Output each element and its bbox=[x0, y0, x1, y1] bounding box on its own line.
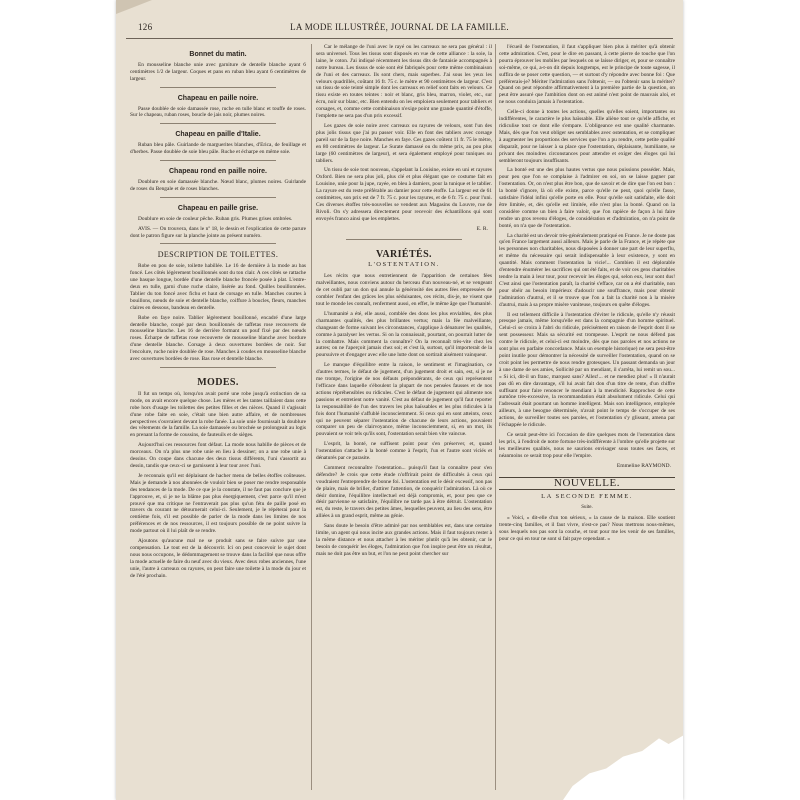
paragraph: Il est tellement difficile à l'ostentation d'éviter le ridicule, qu'elle n'y réussit presque jamais, même lorsqu'elle est dans la compagnie d'un homme spirituel. Celui-ci se croira à l'abri du ridicule, précisément en raison de l'esprit dont il se sent possesseur. Mais sa sécurité est trompeuse. L'esprit ne nous défend pas contre le ridicule, et celui-ci est moindre, dès que nos paroles et nos actions ne sont plus en parfaite concordance. Mais un exemple historique) ne sera peut-être point inutile pour démontrer la nécessité de surveiller l'ostentation, quand on se croit point les permettre de nous rendre grotesques. Un passant demanda un jour à une dame de ses amies, Sollicité par un mendiant, il s'arrêta, lui remit un sou... « Si ici, dit-il un franc, marquez sans? Allez!... et ne mendiez plus! » Il n'aurait pas dû en dire davantage, s'il lui avait fait don d'un titre de rente, d'un chiffre suffisant pour faire renoncer le mendiant à la mendicité. Rapprochez de cette aumône très-excessive, la recommandation était absolument ridicule. Celui qui l'adressait était pourtant un homme intelligent. Mais son intelligence, employée ailleurs, à une besogne déterminée, n'avait point le temps de s'occuper de ses actions, de surveiller toutes ses paroles, et l'ostentation s'y glissant, amena par l'échappée le ridicule. bbox=[499, 311, 675, 429]
column-2 bbox=[316, 44, 492, 800]
divider bbox=[160, 367, 276, 368]
paragraph: « Voici, » dit-elle d'un ton sérieux, « la cause de la maison. Elle soutient trente-cinq familles, et il faut vivre, n'est-ce pas? Nous mettrons nous-mêmes, sous lesquels nos pas sont la couche, et tout pour me les venir de ses familles, pour ce qui en tour ne sont si fait paye cependant. » bbox=[499, 515, 675, 542]
fashion-item bbox=[130, 96, 306, 120]
fashion-item bbox=[130, 169, 306, 193]
paragraph: Sans doute le besoin d'être admiré par nos semblables est, dans une certaine limite, un agent qui nous incite aux grandes actions. Mais il faut toujours rester à la même distance et nous attacher à les mériter plutôt qu'à les obtenir, car le besoin de conquérir les éloges, l'admiration que l'on inspire peut être un résultat, mais ne doit pas être un but, et l'on ne peut point chercher sur bbox=[316, 523, 492, 557]
paragraph: Comment reconnaître l'ostentation... puisqu'il faut la connaître pour s'en défendre? Je crois que cette étude n'offrirait point de difficultés à ceux qui voudraient l'entreprendre de bonne foi. L'ostentation est le désir excessif, non pas de plaire, mais de briller, d'attirer l'attention, de conquérir l'admiration. Là où ce désir domine, l'équilibre intellectuel est déjà compromis, et, pour peu que ce désir parvienne se satisfaire, l'équilibre ne tarde pas à être détruit. L'ostentation est, du reste, le travers des petites âmes, lesquelles peuvent, au lieu des sens, être alliées à un grand esprit, même au génie. bbox=[316, 464, 492, 520]
paragraph: Un tissu de soie tout nouveau, s'appelant la Louisine, existe en uni et rayures Oxford. Bien ne sera plus joli, plus clé et plus élégant que ce costume fait en Louisine, unie pour la jupe, rayée, en bleu à damiers, pour la tunique et le tablier. La rayure est du reste préférable au damier pour cette étoffe. La largeur est de 61 centimètres, son prix est de 7 fr. 75 c. pour les rayures, et de 6 fr. 75 c. pour l'uni. Ces diverses étoffes très-nouvelles se vendent aux Magasins du Louvre, rue de Rivoli. On s'y adressera directement pour recevoir des échantillons qui sont envoyés franco ainsi que les emplettes. bbox=[316, 167, 492, 222]
divider bbox=[160, 123, 276, 124]
divider bbox=[160, 87, 276, 88]
header-rule bbox=[126, 38, 673, 39]
journal-title: LA MODE ILLUSTRÉE, JOURNAL DE LA FAMILLE. bbox=[290, 22, 509, 32]
paragraph: Car le mélange de l'uni avec le rayé ou les carreaux ne sera pas général : il sera universel. Tous les tissus sont disposés en vue de cette alliance : la soie, la laine, le coton. J'ai indiqué récemment les tissus dits de fantaisie accompagnés à notre bureau. Les tissus de soie sont été fabriqués pour cette même combinaison de l'uni et des carreaux. Ils sont chers, mais superbes. J'ai sous les yeux les velours quadrillés, coûtant 16 fr. 75 c. le mètre et 90 centimètres de largeur. C'est un tissu de soie teinté simple dont les carreaux en relief sont faits en velours. Ce tissu existe en toutes teintes : noir et blanc, gris bleu, marron, violet, etc., sur écru, noir sur blanc, etc. Bien entendu on les emploiera seulement pour tabliers et corsages, et, comme cette combinaison n'exige point une grande quantité d'étoffe, l'emplette ne sera pas d'un prix excessif. bbox=[316, 44, 492, 120]
fashion-item bbox=[130, 132, 306, 156]
paragraph: La charité est un devoir très-généralement pratiqué en France. Je ne doute pas qu'en France largement aussi ailleurs. Mais je parle de la France, et je répète que les personnes non charitables, nous disposées à donner une part de leur superflu, et même du nécessaire qui serait indispensable à leur existence, y sont en quantité. Mais comment l'ostentation la vicie!... Combien il est déplorable d'entendre énumérer les sacrifices qui ont été faits, et de voir ces gens charitables tendre la main à leur tour, pour recevoir les éloges qui, selon eux, leur sont dus! C'est ainsi que l'ostentation paraît, la charité s'efface, car on a été charitable, non pour obéir au besoin impérieux d'adoucir une souffrance, mais pour obtenir l'admiration d'autrui, et il se trouve que l'on a fait la charité non à la misère d'autrui, mais à sa propre misère vaniteuse, toujours en quête d'éloges. bbox=[499, 232, 675, 308]
page-header bbox=[126, 22, 673, 36]
section-title-toilettes: DESCRIPTION DE TOILETTES. bbox=[157, 250, 279, 260]
section-title-varietes: VARIÉTÉS. bbox=[376, 248, 432, 260]
paragraph: Ajoutons qu'aucune mal ne se produit sans se faire suivre par une compensation. Le tout est de la découvrir. Ici on peut concevoir le sujet dont nous nous occupons, le dédommagement se trouve dans la facilité que nous offre la mode actuelle de faire du neuf avec du vieux. Avec deux robes anciennes, l'une unie, l'autre à carreaux ou rayures, on peut faire une toilette à la mode du jour et de l'été prochain. bbox=[130, 538, 306, 579]
paragraph: Je reconnais qu'il est déplaisant de hacher menu de belles étoffes coûteuses. Mais je demande à nos abonnées de vouloir bien se poser me rendre responsable des tendances de la mode. De ce que je la constate, il ne faut pas conclure que je l'approuve, et, si je ne la blâme pas plus énergiquement, c'est parce qu'il m'est prouvé que ma critique ne l'entraverait pas plus qu'un fétu de paille posé en travers du courant ne détournerait celui-ci. Seulement, je le répéterai pour la centième fois, s'il est possible de parler de la mode dans les limites de nos préférences et de nos ressources, il est toujours possible de ne point suivre la mode partout où il lui plaît de se rendre. bbox=[130, 472, 306, 535]
item-text: Ruban bleu pâle. Guirlande de marguerites blanches, d'Erica, de feuillage et d'herbes. Passe doublée de soie bleu pâle. Ruche et écharpe en même soie. bbox=[130, 142, 306, 156]
divider bbox=[346, 239, 462, 240]
item-title: Chapeau en paille noire. bbox=[177, 94, 259, 102]
signature: Emmeline RAYMOND. bbox=[616, 462, 671, 469]
column-divider bbox=[311, 44, 312, 790]
paragraph: Le manque d'équilibre entre la raison, le sentiment et l'imagination, ce d'autres termes, le défaut de jugement, d'un jugement droit et sain, est, si je ne me trompe, l'origine de nos défauts prépondérants, de ceux qui représentent l'efficace dans laquelle s'éboulent la plupart de nos pensées fausses et de nos actions répréhensibles ou ridicules. C'est le défaut de jugement qui alimente nos passions et entretient notre vanité. C'est au défaut de jugement qu'il faut reporter la responsabilité de l'un des travers les plus haïssables et les plus ridicules à la fois dont l'humanité s'affublé inconsciemment. Si ceux qui en sont atteints, ceux qui ne peuvent séparer l'ostentation de chacune de leurs actions, pouvaient comparer un peu de clairvoyance, même inconsciemment, si, en un mot, ils pouvaient se voir tels qu'ils sont, l'ostentation serait bien vite vaincue. bbox=[316, 362, 492, 438]
fashion-item bbox=[130, 206, 306, 223]
paragraph: Il fut un temps où, lorsqu'on avait porté une robe jusqu'à extinction de sa mode, on avait encore quelque chose. Les mères et les tantes taillaient dans cette robe hors d'usage les toilettes des petites filles et des nièces. Quand il s'agissait d'une robe faite en soie, c'était une bien autre affaire, et de nombreuses perspectives s'ouvraient devant la robe fanée. La soie unie fournissait la doublure des vêtements de la famille. La soie damassée ou brochée se prolongeait au logis en prenant la forme de coussins, de fauteuils et de sièges. bbox=[130, 390, 306, 439]
paragraph: Robe en pou de soie, toilette habillée. Le 16 de dernière à la mode au bas foncé. Les côtés légèrement bouillonnés sont du ton clair. A ces côtés se rattache une basque longue, bordée d'une dentelle blanche froncée posée à plat. L'entre-deux en tulle, garni d'une ruche claire, lisérée au fond. Quilles bouillonnées. Tablier du ton foncé avec fichu et haut de corsage en tulle. Manches courtes à bouillons, nœuds de soie et dentelle blanche, coiffure à boucles, fleurs, manches claires en dessous, bandeau en dentelle. bbox=[130, 263, 306, 311]
item-text: Passe doublée de soie damassée rose, ruche en tulle blanc et touffe de roses. Sur le chapeau, ruban roses, boucle de jais noir, plumes noires. bbox=[130, 105, 306, 119]
paragraph: Robe en faye noire. Tablier légèrement bouillonné, encadré d'une large dentelle blanche, coupé par deux bouillonnés de taffetas rose recouverts de mousseline blanche. Les 16 de derrière formant un pouf fixé par des nœuds roses. Écharpe de taffetas rose recouverte de mousseline blanche avec bordure d'une dentelle blanche. Corsage à deux ouvertures bordées de noir. Sur l'encolure, ruche noire doublée de rose. Manches à coudes en mousseline blanche avec ouvertures bordées de rose. Bas rose et dentelle blanche. bbox=[130, 314, 306, 363]
page-number: 126 bbox=[138, 22, 153, 32]
column-divider bbox=[495, 44, 496, 790]
divider bbox=[160, 160, 276, 161]
column-1 bbox=[130, 44, 306, 800]
suite-label: Suite. bbox=[581, 505, 593, 511]
section-title-modes: MODES. bbox=[197, 377, 239, 388]
paragraph: L'esprit, la bonté, ne suffisent point pour s'en préserver, et, quand l'ostentation s'attache à la bonté comme à l'esprit, l'un et l'autre sont viciés et dénaturés par ce parasite. bbox=[316, 441, 492, 462]
section-subtitle: LA SECONDE FEMME. bbox=[541, 493, 633, 501]
item-text: En mousseline blanche unie avec garniture de dentelle blanche ayant 6 centimètres 1/2 de largeur. Coques et pans en ruban bleu ayant 6 centimètres de largeur. bbox=[130, 61, 306, 82]
folded-corner bbox=[116, 0, 152, 14]
item-title: Chapeau en paille grise. bbox=[177, 204, 259, 212]
item-text: Doublure en soie damassée blanche. Nœud blanc, plumes noires. Guirlande de roses du Bengale et de roses blanches. bbox=[130, 178, 306, 192]
avis-notice: AVIS. — On trouvera, dans le nº 18, le dessin et l'explication de cette parure dont le patron figure sur la planche jointe au présent numéro. bbox=[130, 225, 306, 239]
paragraph: Les récits que nous entretiennent de l'apparition de certaines fées malveillantes, nous conviens autour du berceau d'un nouveau-né, et se vengeant de cet oubli par un don qui annule la générosité des autres fées empressées de combler l'enfant des grâces les plus séduisantes, ces récits, dis-je, ne visent que tout le monde les connaît, renferment aussi, en effet, le même âge que l'humanité. bbox=[316, 273, 492, 307]
paragraph: Celle-ci donne à toutes les actions, quelles qu'elles soient, importantes ou indifférentes, le caractère le plus haïssable. Elle aliène tout ce qu'elle affiche, et ridiculise tout ce dont elle s'empare. L'obligeance est une qualité charmante. Mais, dès que l'on veut obliger ses semblables avec ostentation, et se compliquer à augmenter les proportions des services que l'on a pu rendre, cette petite qualité disparaît, pour ne laisser à sa place que l'ostentation, déplaisante, humiliante, se privant des moindres circonstances pour attendre et exiger des éloges qui lui sembleront toujours insuffisants. bbox=[499, 109, 675, 164]
paragraph: Ce serait peut-être ici l'occasion de dire quelques mots de l'ostentation dans les prix, à l'endroit de notre fortune très-indifférente à l'ombre qu'elle projette sur les meilleures qualités, nous ne saurions envisager sous toutes ses faces, et néanmoins ce serait trop pour elle l'empire. bbox=[499, 431, 675, 459]
paragraph: l'écueil de l'ostentation, il faut s'appliquer bien plus à mériter qu'à obtenir cette admiration. C'est, pour le dire en passant, à cette pierre de touche que l'on pourra éprouver les mobiles par lesquels on se laisse diriger, et, pour se connaître soi-même, ce qui, a-t-on dit depuis longtemps, est le principe de toute sagesse, il suffira de se poser cette question, — et surtout d'y répondre avec bonne foi : Que préférerais-je? Mériter l'admiration sans l'obtenir, — ou l'obtenir sans la mériter? Quand on peut répondre affirmativement à la première partie de la question, on peut être assuré que l'ambition dont on est animé n'est point de mauvais aloi, et ne nous conduira jamais à l'ostentation. bbox=[499, 44, 675, 106]
item-title: Bonnet du matin. bbox=[189, 51, 247, 58]
paragraph: L'humanité a été, elle aussi, comblée des dons les plus enviables, des plus charmantes qualités, des plus brillantes vertus; mais la fée malveillante, changeant de forme suivant les circonstances, s'applique à dénaturer les qualités, comme à paralyser les vertus. Si on la connaissait, pourtant, on pourrait lutter de la combattre. Mais comment la connaître? On la reconnaît très-vite chez les autres; on ne l'aperçoit jamais chez soi; et c'est là, surtout, qu'il importerait de la poursuivre et d'engager avec elle une lutte dont on sortirait aisément vainqueur. bbox=[316, 310, 492, 359]
section-title-nouvelle: NOUVELLE. bbox=[499, 477, 675, 490]
fashion-item bbox=[130, 52, 306, 83]
section-subtitle: L'OSTENTATION. bbox=[368, 261, 440, 269]
item-title: Chapeau rond en paille noire. bbox=[168, 168, 268, 176]
column-3 bbox=[499, 44, 675, 800]
paragraph: Les gazes de soie noire avec carreaux ou rayures de velours, sont l'un des plus jolis tissus que j'ai pu passer voir. Elle en font des tabliers avec corsage pareil sur de la faye noire. Manches en faye. Ces gazes coûtent 11 fr. 75 le mètre, en 80 centimètres de largeur. Le Surate damassé ou du même prix, au pou plus large (60 centimètres de largeur), et sera également employé pour tuniques ou tabliers. bbox=[316, 122, 492, 164]
item-text: Doublure en soie de couleur pêche. Ruban gris. Plumes grises ombrées. bbox=[138, 215, 293, 222]
divider bbox=[160, 243, 276, 244]
signature: E. R. bbox=[476, 225, 488, 232]
newspaper-page bbox=[116, 0, 683, 800]
divider bbox=[160, 197, 276, 198]
paragraph: La bonté est une des plus hautes vertus que nous puissions posséder. Mais, pour peu que l'on se complaise à l'admirer en soi, on se laisse gagner par l'ostentation. Or, on n'est plus être bon, que de savoir et de dire que l'on est bon : la bonté s'ignore, là où elle existe, parce qu'elle ne peut, quoi qu'elle fasse, satisfaire l'idéal infini qu'elle porte en elle. Pour qu'elle soit satisfaite, elle doit être limitée, et, dès qu'elle est limitée, elle n'est plus la bonté. Quand on la considère comme un bien à faire valoir, que l'on rapièce de façon à lui faire rendre un gros revenu d'éloges, de considération et d'admiration, on n'a point de bonté, on n'a que de l'ostentation. bbox=[499, 167, 675, 229]
item-title: Chapeau en paille d'Italie. bbox=[175, 131, 261, 139]
paragraph: Aujourd'hui ces ressources font défaut. La mode nous habille de pièces et de morceaux. On n'a plus une robe unie en lieu à dessiner; on a une robe unie à dessins. On coupe dans chacune des deux tissus différents, l'uni s'assortit au dessin, tandis que ceux-ci se garnissent à leur tour avec l'uni. bbox=[130, 442, 306, 469]
